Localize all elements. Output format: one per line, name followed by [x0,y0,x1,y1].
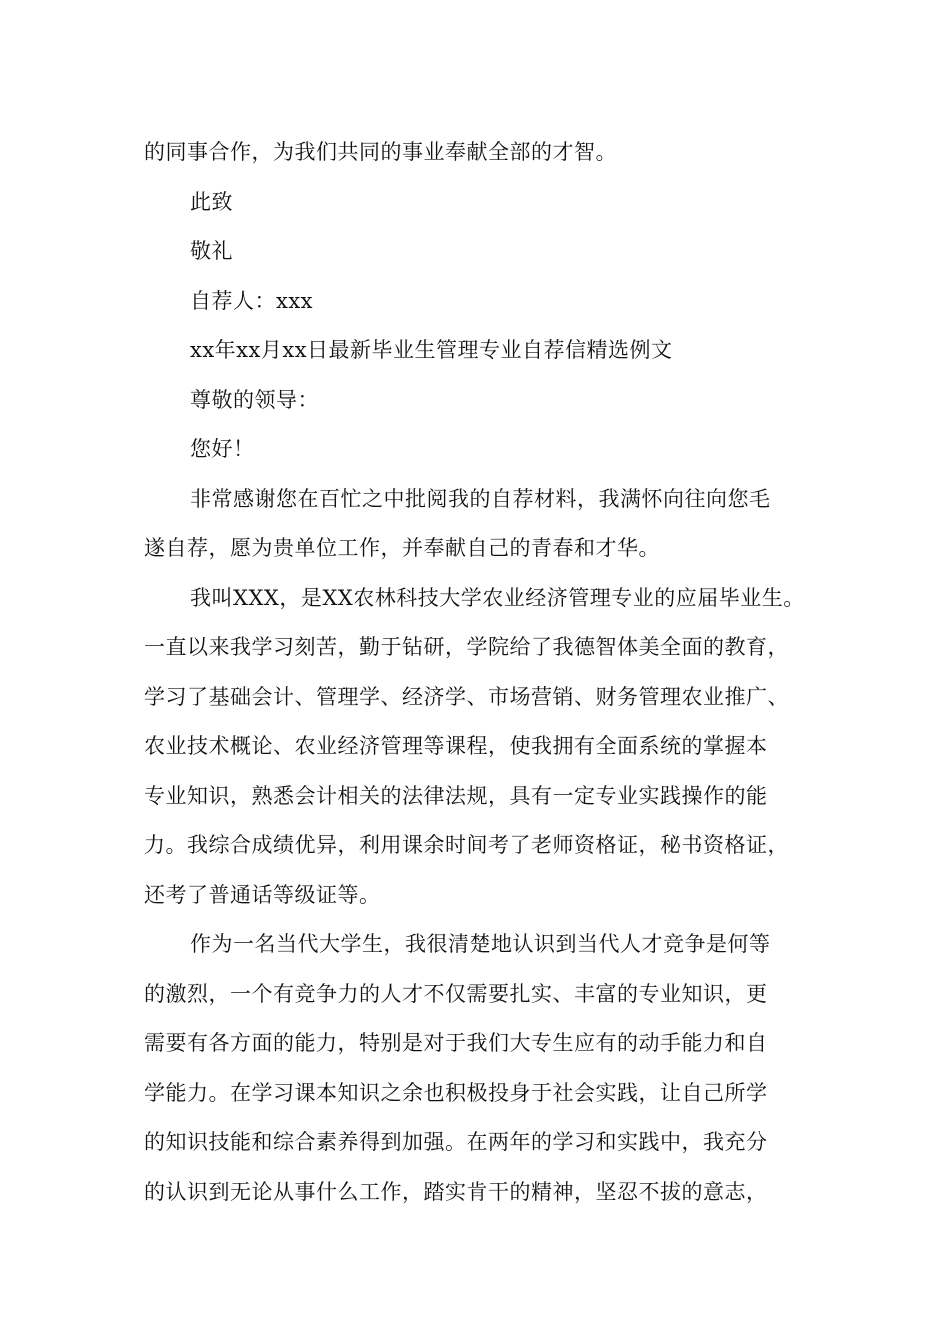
letter-body [144,128,834,1217]
greeting-recipient: 尊敬的领导： [190,387,319,412]
date-and-title-line: xx年xx月xx日最新毕业生管理专业自荐信精选例文 [190,338,673,362]
paragraph-line: 农业技术概论、农业经济管理等课程，使我拥有全面系统的掌握本 [144,734,768,758]
greeting-hello: 您好！ [190,437,255,461]
paragraph-line: 的认识到无论从事什么工作，踏实肯干的精神，坚忍不拔的意志， [144,1179,768,1204]
paragraph-line: 专业知识，熟悉会计相关的法律法规，具有一定专业实践操作的能 [144,783,768,808]
paragraph-line: 还考了普通话等级证等。 [144,882,381,907]
paragraph-line: 我叫XXX，是XX农林科技大学农业经济管理专业的应届毕业生。 [190,585,805,610]
paragraph-line: 非常感谢您在百忙之中批阅我的自荐材料，我满怀向往向您毛 [190,486,771,511]
paragraph-line: 学能力。在学习课本知识之余也积极投身于社会实践，让自己所学 [144,1080,768,1105]
paragraph-line: 的激烈，一个有竞争力的人才不仅需要扎实、丰富的专业知识，更 [144,981,768,1006]
closing-salutation: 此致 [190,189,233,214]
paragraph-line: 需要有各方面的能力，特别是对于我们大专生应有的动手能力和自 [144,1031,768,1055]
paragraph-line: 遂自荐，愿为贵单位工作，并奉献自己的青春和才华。 [144,536,660,560]
closing-regards: 敬礼 [190,239,233,263]
paragraph-line: 学习了基础会计、管理学、经济学、市场营销、财务管理农业推广、 [144,684,789,709]
paragraph-line: 一直以来我学习刻苦，勤于钻研，学院给了我德智体美全面的教育， [144,635,789,659]
paragraph-line: 的知识技能和综合素养得到加强。在两年的学习和实践中，我充分 [144,1130,768,1154]
signature-line: 自荐人：xxx [190,288,314,313]
paragraph-line: 作为一名当代大学生，我很清楚地认识到当代人才竞争是何等 [190,932,771,956]
text-line: 的同事合作，为我们共同的事业奉献全部的才智。 [144,140,617,164]
paragraph-line: 力。我综合成绩优异，利用课余时间考了老师资格证，秘书资格证， [144,833,789,857]
